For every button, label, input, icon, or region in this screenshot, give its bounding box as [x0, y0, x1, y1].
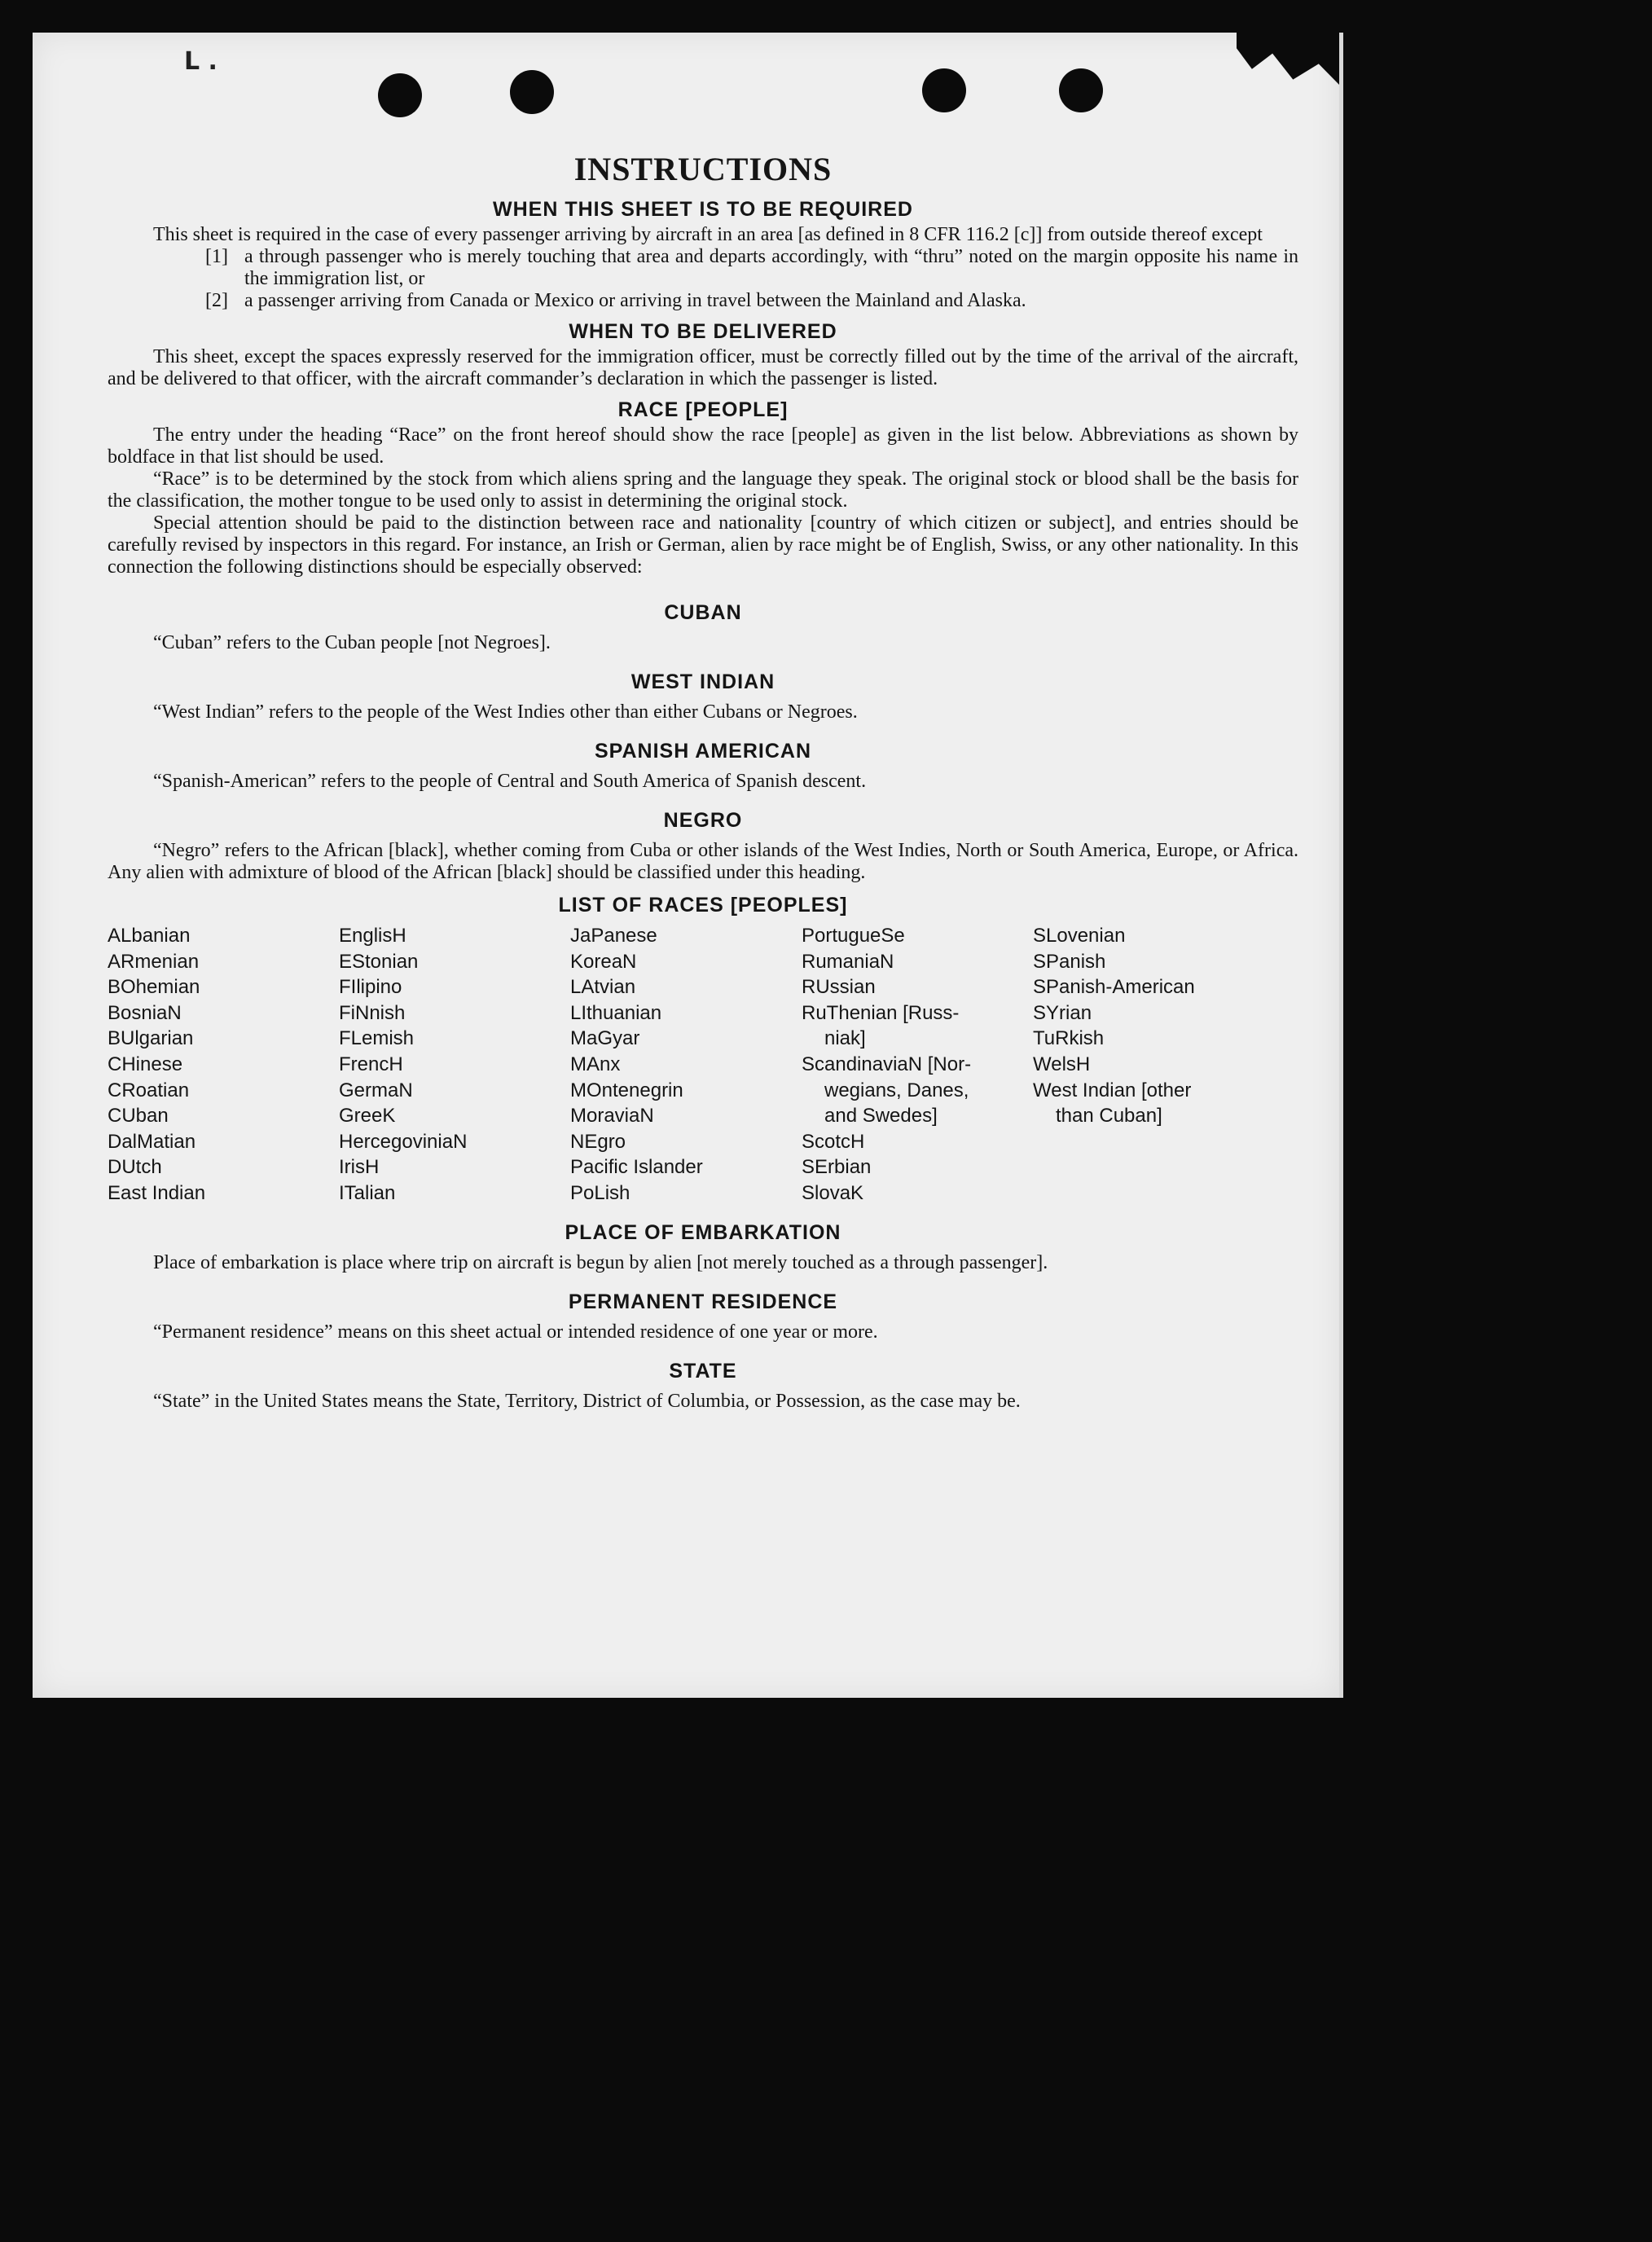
- torn-corner: [1237, 33, 1339, 85]
- heading-embarkation: PLACE OF EMBARKATION: [565, 1220, 841, 1244]
- heading-delivered: WHEN TO BE DELIVERED: [569, 320, 837, 343]
- race-entry: KoreaN: [570, 950, 637, 973]
- race-entry: FIlipino: [339, 976, 402, 999]
- spanish-american-text: “Spanish-American” refers to the people of Central and South America of Spanish descent.: [153, 771, 867, 792]
- race-entry: SYrian: [1033, 1001, 1092, 1024]
- required-intro: This sheet is required in the case of every passenger arriving by aircraft in an area [as defined in 8 CFR 116.2 [c]] from outside thereof except: [153, 224, 1263, 245]
- race-entry-continued: than Cuban]: [1056, 1105, 1162, 1128]
- race-entry: CRoatian: [108, 1079, 190, 1101]
- list-item: [108, 246, 1298, 290]
- heading-negro: NEGRO: [663, 809, 743, 832]
- west-indian-text: “West Indian” refers to the people of the West Indies other than either Cubans or Negroes.: [153, 701, 858, 723]
- race-entry: ScandinaviaN [Nor-: [802, 1053, 972, 1075]
- race-entry: PortugueSe: [802, 925, 905, 947]
- race-entry: DalMatian: [108, 1130, 196, 1153]
- race-entry: Pacific Islander: [570, 1156, 703, 1179]
- punch-hole: [378, 73, 422, 117]
- race-entry: ScotcH: [802, 1130, 865, 1153]
- race-entry: FiNnish: [339, 1001, 406, 1024]
- race-entry: FrencH: [339, 1053, 403, 1075]
- race-column: [339, 923, 570, 1207]
- heading-state: STATE: [669, 1359, 737, 1383]
- race-entry: BOhemian: [108, 976, 200, 999]
- race-entry: LAtvian: [570, 976, 636, 999]
- embarkation-text: Place of embarkation is place where trip on aircraft is begun by alien [not merely touched as a through passenger].: [153, 1251, 1048, 1273]
- item-number: [2]: [205, 290, 228, 311]
- punch-hole: [1059, 68, 1103, 112]
- background-stain: [0, 1695, 1652, 2242]
- race-paragraph: “Race” is to be determined by the stock from which aliens spring and the language they speak. The original stock or blood shall be the basis for the classification, the mother tongue to be used only to assist in determining the original stock.: [108, 468, 1298, 512]
- race-entry: ALbanian: [108, 925, 191, 947]
- race-entry: EStonian: [339, 950, 419, 973]
- race-entry: MOntenegrin: [570, 1079, 683, 1101]
- race-entry: West Indian [other: [1033, 1079, 1192, 1101]
- race-entry: LIthuanian: [570, 1001, 662, 1024]
- race-column: [802, 923, 1033, 1207]
- punch-hole: [510, 70, 554, 114]
- cuban-text: “Cuban” refers to the Cuban people [not Negroes].: [153, 632, 551, 653]
- residence-text: “Permanent residence” means on this sheet actual or intended residence of one year or more.: [153, 1321, 878, 1343]
- race-entry: GreeK: [339, 1105, 396, 1128]
- instructions-content: [108, 151, 1298, 1413]
- race-entry: SPanish-American: [1033, 976, 1195, 999]
- race-entry: WelsH: [1033, 1053, 1091, 1075]
- heading-required: WHEN THIS SHEET IS TO BE REQUIRED: [493, 198, 913, 221]
- race-entry: MaGyar: [570, 1027, 640, 1050]
- race-paragraph: The entry under the heading “Race” on the front hereof should show the race [people] as given in the list below. Abbreviations as shown by boldface in that list should be used.: [108, 424, 1298, 468]
- race-entry: East Indian: [108, 1181, 206, 1204]
- handwritten-mark: L .: [184, 47, 217, 76]
- race-column: [108, 923, 339, 1207]
- race-entry: DUtch: [108, 1156, 162, 1179]
- race-entry: HercegoviniaN: [339, 1130, 468, 1153]
- punch-hole: [922, 68, 966, 112]
- race-entry: SlovaK: [802, 1181, 864, 1204]
- page-edge: [1339, 33, 1343, 1698]
- race-entry-continued: and Swedes]: [824, 1105, 938, 1128]
- race-entry: IrisH: [339, 1156, 380, 1179]
- race-entry: FLemish: [339, 1027, 415, 1050]
- heading-residence: PERMANENT RESIDENCE: [568, 1290, 838, 1313]
- race-entry: RuThenian [Russ-: [802, 1001, 960, 1024]
- state-text: “State” in the United States means the State, Territory, District of Columbia, or Possession, as the case may be.: [153, 1390, 1021, 1412]
- page-title: INSTRUCTIONS: [573, 151, 833, 187]
- race-entry: CUban: [108, 1105, 169, 1128]
- race-entry: JaPanese: [570, 925, 657, 947]
- heading-race: RACE [PEOPLE]: [617, 398, 789, 421]
- race-entry-continued: niak]: [824, 1027, 866, 1050]
- race-entry: BUlgarian: [108, 1027, 194, 1050]
- item-number: [1]: [205, 246, 228, 267]
- heading-list-of-races: LIST OF RACES [PEOPLES]: [558, 894, 848, 917]
- race-entry: RumaniaN: [802, 950, 894, 973]
- heading-cuban: CUBAN: [664, 601, 742, 624]
- race-column: [570, 923, 802, 1207]
- race-entry-continued: wegians, Danes,: [824, 1079, 969, 1101]
- delivered-text: This sheet, except the spaces expressly reserved for the immigration officer, must be correctly filled out by the time of the arrival of the aircraft, and be delivered to that officer, with the aircraft commander’s declaration in which the passenger is listed.: [108, 346, 1298, 389]
- race-paragraph: Special attention should be paid to the distinction between race and nationality [country of which citizen or subject], and entries should be carefully revised by inspectors in this regard. For instance, an Irish or German, alien by race might be of English, Swiss, or any other nationality. In this connection the following distinctions should be especially observed:: [108, 512, 1298, 578]
- negro-text: “Negro” refers to the African [black], whether coming from Cuba or other islands of the West Indies, North or South America, Europe, or Africa. Any alien with admixture of blood of the African [black] should be classified under this heading.: [108, 840, 1298, 883]
- list-item: [108, 290, 1298, 312]
- race-entry: EnglisH: [339, 925, 406, 947]
- race-entry: BosniaN: [108, 1001, 182, 1024]
- heading-west-indian: WEST INDIAN: [630, 670, 775, 693]
- heading-spanish-american: SPANISH AMERICAN: [594, 740, 811, 763]
- race-entry: ARmenian: [108, 950, 200, 973]
- item-text: a through passenger who is merely touching that area and departs accordingly, with “thru” noted on the margin opposite his name in the immigration list, or: [244, 246, 1298, 289]
- race-entry: ITalian: [339, 1181, 396, 1204]
- race-entry: NEgro: [570, 1130, 626, 1153]
- race-entry: SPanish: [1033, 950, 1106, 973]
- race-entry: SErbian: [802, 1156, 872, 1179]
- races-table: [108, 923, 1298, 1207]
- race-entry: CHinese: [108, 1053, 183, 1075]
- item-text: a passenger arriving from Canada or Mexico or arriving in travel between the Mainland and Alaska.: [244, 290, 1026, 311]
- race-entry: TuRkish: [1033, 1027, 1105, 1050]
- race-entry: GermaN: [339, 1079, 413, 1101]
- race-entry: MoraviaN: [570, 1105, 654, 1128]
- document-page: [33, 33, 1339, 1698]
- race-entry: PoLish: [570, 1181, 630, 1204]
- race-entry: SLovenian: [1033, 925, 1126, 947]
- race-entry: RUssian: [802, 976, 876, 999]
- race-column: [1033, 923, 1277, 1207]
- race-entry: MAnx: [570, 1053, 621, 1075]
